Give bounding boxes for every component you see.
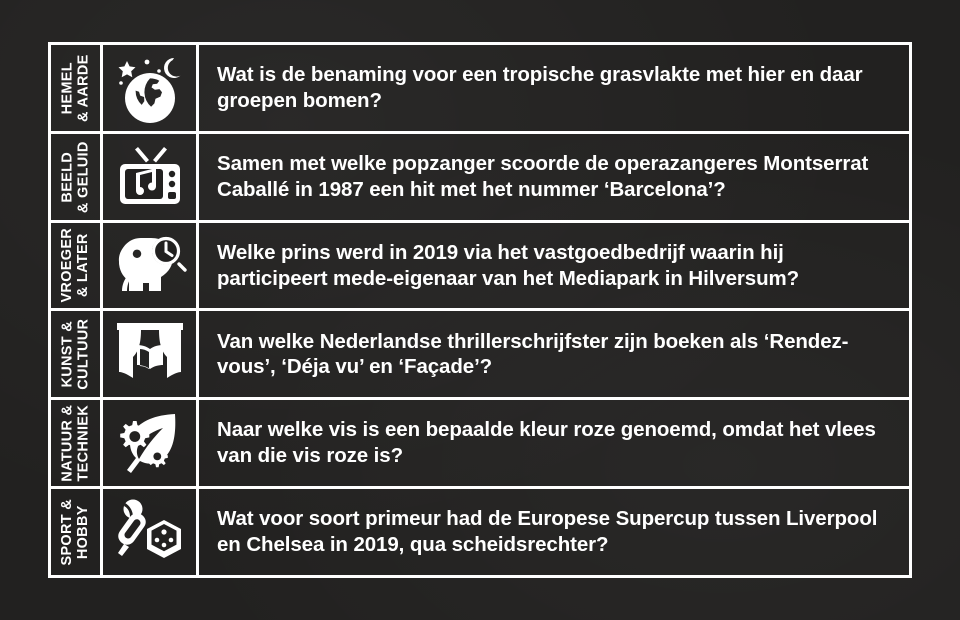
category-label-line2: & AARDE	[75, 54, 92, 122]
category-label-line1: SPORT &	[59, 498, 76, 566]
category-label	[59, 141, 91, 213]
question-text: Wat voor soort primeur had de Europese Supercup tussen Liverpool en Chelsea in 2019, qua scheidsrechter?	[217, 507, 878, 557]
theatre-curtain-book-icon	[103, 311, 199, 397]
quiz-row	[51, 400, 909, 489]
category-label	[59, 54, 91, 122]
quiz-card	[48, 42, 912, 578]
quiz-row	[51, 223, 909, 312]
question-cell	[199, 489, 909, 575]
category-cell-sport-hobby	[51, 489, 103, 575]
question-text: Welke prins werd in 2019 via het vastgoedbedrijf waarin hij participeert mede-eigenaar van het Mediapark in Hilversum?	[217, 240, 800, 290]
quiz-row	[51, 134, 909, 223]
category-label	[59, 319, 91, 390]
helmet-clock-icon	[103, 223, 199, 309]
category-label-line1: NATUUR &	[59, 404, 76, 482]
category-label	[59, 228, 91, 303]
category-cell-vroeger-later	[51, 223, 103, 309]
category-cell-kunst-cultuur	[51, 311, 103, 397]
category-label-line2: & GELUID	[75, 140, 92, 213]
category-cell-beeld-geluid	[51, 134, 103, 220]
quiz-row	[51, 45, 909, 134]
category-cell-natuur-techniek	[51, 400, 103, 486]
category-label-line1: BEELD	[59, 151, 76, 203]
question-text: Wat is de benaming voor een tropische grasvlakte met hier en daar groepen bomen?	[217, 63, 863, 112]
television-music-notes-icon	[103, 134, 199, 220]
question-text: Naar welke vis is een bepaalde kleur roze genoemd, omdat het vlees van die vis roze is?	[217, 418, 876, 468]
category-label-line1: VROEGER	[59, 228, 76, 303]
category-label	[59, 405, 91, 482]
category-label-line2: & LATER	[75, 233, 92, 298]
globe-stars-moon-icon	[103, 45, 199, 131]
question-cell	[199, 45, 909, 131]
quiz-row	[51, 489, 909, 575]
sports-ball-racket-dice-icon	[103, 489, 199, 575]
category-label-line1: HEMEL	[59, 61, 76, 115]
leaf-gears-icon	[103, 400, 199, 486]
category-label	[59, 499, 91, 566]
question-cell	[199, 311, 909, 397]
question-text: Van welke Nederlandse thrillerschrijfster zijn boeken als ‘Rendez-vous’, ‘Déja vu’ en ‘Façade’?	[217, 329, 849, 379]
question-cell	[199, 400, 909, 486]
question-cell	[199, 134, 909, 220]
question-text: Samen met welke popzanger scoorde de operazangeres Montserrat Caballé in 1987 een hit met het nummer ‘Barcelona’?	[217, 151, 869, 201]
question-cell	[199, 223, 909, 309]
category-label-line2: TECHNIEK	[75, 404, 92, 482]
category-cell-hemel-aarde	[51, 45, 103, 131]
category-label-line1: KUNST &	[59, 321, 76, 388]
category-label-line2: CULTUUR	[75, 318, 92, 390]
category-label-line2: HOBBY	[75, 505, 92, 559]
quiz-row	[51, 311, 909, 400]
